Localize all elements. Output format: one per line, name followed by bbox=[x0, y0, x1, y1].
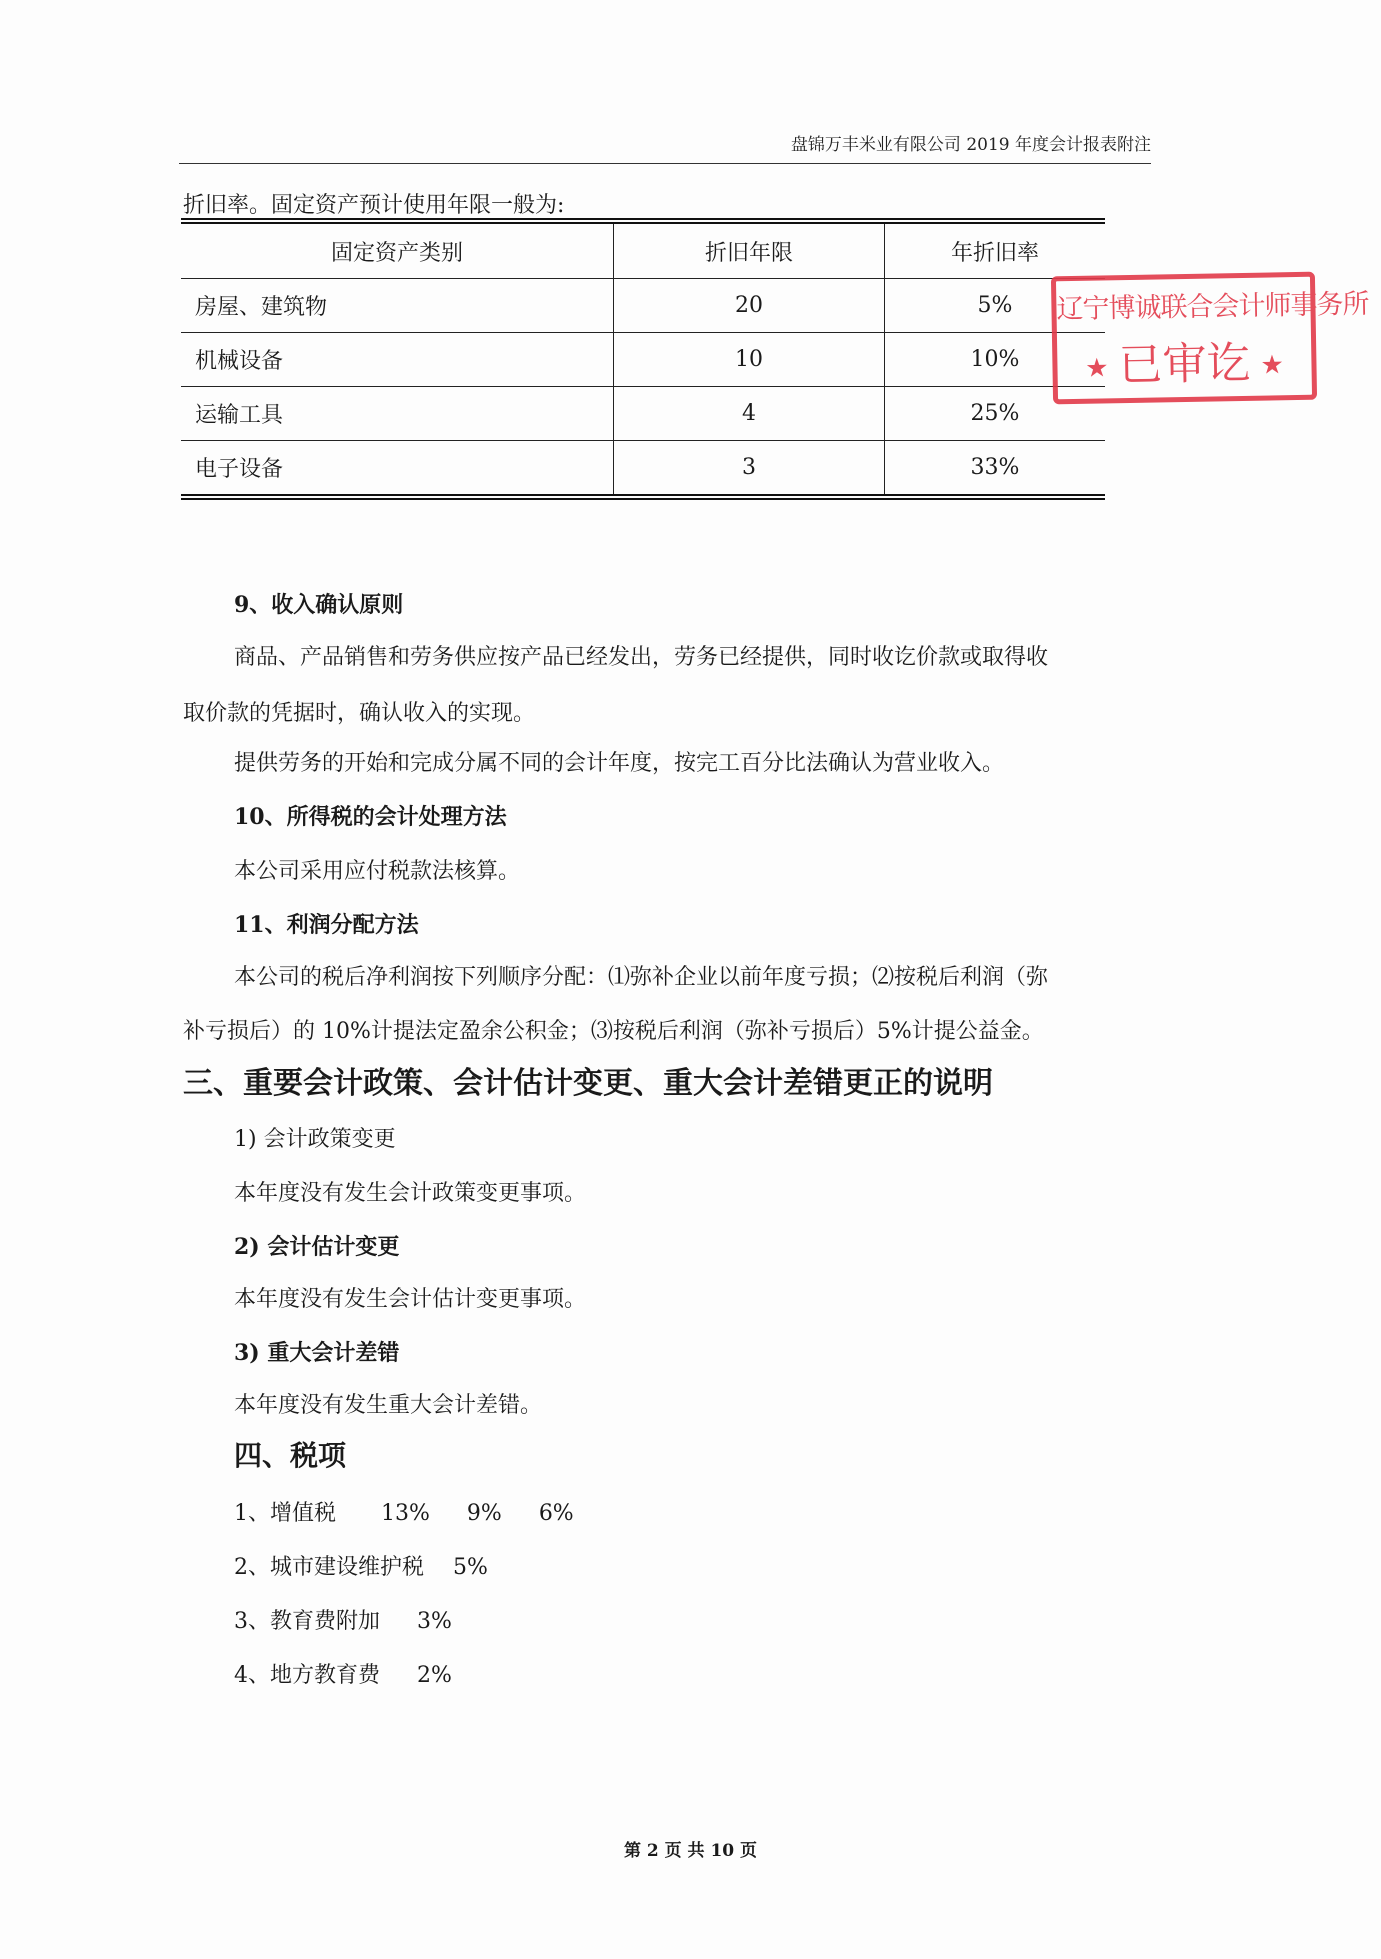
tax-rate: 9% bbox=[466, 1501, 502, 1526]
policy-change-heading: 1) 会计政策变更 bbox=[234, 1127, 396, 1152]
page-number: 第 2 页 共 10 页 bbox=[623, 1841, 758, 1861]
fixed-assets-table bbox=[181, 218, 1105, 500]
tax-label: 1、增值税 bbox=[234, 1501, 336, 1526]
profit-heading: 11、利润分配方法 bbox=[234, 912, 419, 938]
section-four-title: 四、税项 bbox=[234, 1439, 347, 1472]
tax-label: 3、教育费附加 bbox=[234, 1609, 380, 1634]
table-row bbox=[181, 441, 1105, 498]
stamp-audited-label bbox=[1057, 326, 1312, 394]
intro-text: 折旧率。固定资产预计使用年限一般为: bbox=[183, 193, 565, 218]
header-category: 固定资产类别 bbox=[181, 221, 614, 279]
tax-item-vat bbox=[234, 1496, 574, 1527]
income-tax-heading: 10、所得税的会计处理方法 bbox=[234, 804, 507, 830]
income-tax-para: 本公司采用应付税款法核算。 bbox=[234, 859, 521, 884]
tax-rate: 5% bbox=[453, 1555, 488, 1580]
table-header-row bbox=[181, 221, 1105, 279]
page-header: 盘锦万丰米业有限公司 2019 年度会计报表附注 bbox=[179, 130, 1151, 164]
header-rate: 年折旧率 bbox=[885, 221, 1106, 279]
estimate-change-text: 本年度没有发生会计估计变更事项。 bbox=[234, 1287, 587, 1312]
revenue-heading: 9、收入确认原则 bbox=[234, 592, 404, 618]
tax-rate: 3% bbox=[417, 1609, 452, 1634]
policy-change-text: 本年度没有发生会计政策变更事项。 bbox=[234, 1181, 587, 1206]
profit-line1: 本公司的税后净利润按下列顺序分配：⑴弥补企业以前年度亏损；⑵按税后利润（弥 bbox=[234, 965, 1049, 990]
cell-years: 4 bbox=[614, 387, 885, 441]
cell-years: 3 bbox=[614, 441, 885, 498]
cell-rate: 25% bbox=[885, 387, 1106, 441]
revenue-para2: 提供劳务的开始和完成分属不同的会计年度，按完工百分比法确认为营业收入。 bbox=[234, 751, 1005, 776]
cell-years: 10 bbox=[614, 333, 885, 387]
cell-rate: 33% bbox=[970, 455, 1020, 480]
table-row bbox=[181, 333, 1105, 387]
cell-rate: 5% bbox=[885, 279, 1106, 333]
stamp-firm-name: 辽宁博诚联合会计师事务所 bbox=[1056, 288, 1369, 326]
star-icon: ★ bbox=[1084, 353, 1109, 384]
cell-category: 房屋、建筑物 bbox=[181, 279, 614, 333]
cell-rate: 10% bbox=[885, 333, 1106, 387]
table-row bbox=[181, 387, 1105, 441]
tax-label: 2、城市建设维护税 bbox=[234, 1555, 424, 1580]
tax-item-education bbox=[234, 1604, 452, 1635]
header-years: 折旧年限 bbox=[614, 221, 885, 279]
estimate-change-heading: 2) 会计估计变更 bbox=[234, 1234, 400, 1260]
revenue-para1-line2: 取价款的凭据时，确认收入的实现。 bbox=[183, 701, 536, 726]
tax-rate: 6% bbox=[538, 1501, 574, 1526]
section-three-title: 三、重要会计政策、会计估计变更、重大会计差错更正的说明 bbox=[183, 1066, 993, 1101]
cell-years: 20 bbox=[614, 279, 885, 333]
tax-rate: 2% bbox=[417, 1663, 452, 1688]
stamp-audited-text: 已审讫 bbox=[1118, 337, 1251, 392]
revenue-para1-line1: 商品、产品销售和劳务供应按产品已经发出，劳务已经提供，同时收讫价款或取得收 bbox=[234, 645, 1049, 670]
cell-category: 运输工具 bbox=[181, 387, 614, 441]
profit-line2: 补亏损后）的 10%计提法定盈余公积金；⑶按税后利润（弥补亏损后）5%计提公益金。 bbox=[183, 1019, 1044, 1044]
cell-category: 机械设备 bbox=[181, 333, 614, 387]
audit-stamp bbox=[1051, 272, 1369, 405]
table-row bbox=[181, 279, 1105, 333]
error-text: 本年度没有发生重大会计差错。 bbox=[234, 1393, 543, 1418]
error-heading: 3) 重大会计差错 bbox=[234, 1340, 400, 1366]
star-icon: ★ bbox=[1260, 350, 1285, 381]
tax-label: 4、地方教育费 bbox=[234, 1663, 380, 1688]
cell-category: 电子设备 bbox=[181, 441, 614, 498]
tax-rate: 13% bbox=[381, 1501, 430, 1526]
tax-item-local-education bbox=[234, 1658, 452, 1689]
tax-item-city bbox=[234, 1550, 488, 1581]
